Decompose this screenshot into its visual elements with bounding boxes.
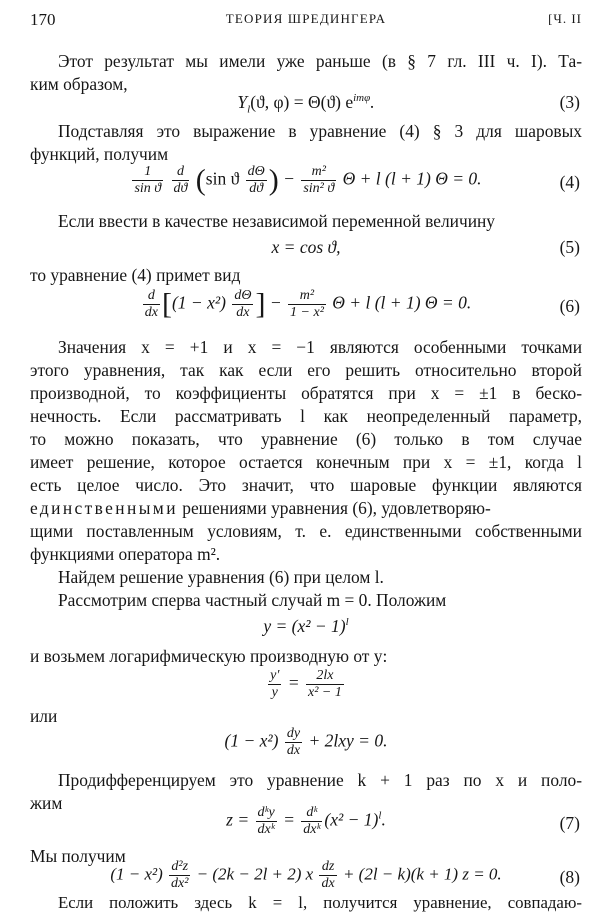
equation-y: $y = (x^2 - 1)^l$ xyxy=(263,616,349,636)
equation-5: x = cos ϑ, (5) xyxy=(271,237,580,257)
text-line: ким образом, xyxy=(30,74,128,94)
text-line: Подставляя это выражение в уравнение (4) § 3 для шаровых xyxy=(58,121,582,141)
text-line: производной, то коэффициенты обратятся при x = ±1 в беско- xyxy=(30,383,582,403)
equation-number: (6) xyxy=(559,296,580,316)
text-line: то уравнение (4) примет вид xyxy=(30,265,241,285)
page-header xyxy=(30,10,582,34)
equation-6: $\frac{d}{dx}$ [(1 − x²) $\frac{d\Theta}{dx}$ ] − $\frac{\text{m²}}{\text{1 − x²}}$ Θ + l (l + 1) Θ = 0. (6) xyxy=(144,287,580,321)
equation-number: (3) xyxy=(559,92,580,112)
text-line: имеет решение, которое остается конечным при x = ±1, когда l xyxy=(30,452,582,472)
equation-number: (8) xyxy=(559,867,580,887)
text-line: этого уравнения, так как если его решить относительно второй xyxy=(30,360,582,380)
equation-number: (4) xyxy=(559,172,580,192)
equation-7: z = $\frac{\text{dᵏy}}{\text{dxᵏ}}$ = $\frac{\text{dᵏ}}{\text{dxᵏ}}$ $(x^2 - 1)^l$. (7) xyxy=(226,805,580,837)
text-line: Мы получим xyxy=(30,846,126,866)
text-line: Найдем решение уравнения (6) при целом l. xyxy=(58,567,384,587)
text-line: Этот результат мы имели уже раньше (в § 7 гл. III ч. I). Та- xyxy=(58,51,582,71)
text-line: Если положить здесь k = l, получится уравнение, совпадаю- xyxy=(58,893,582,912)
running-title: ТЕОРИЯ ШРЕДИНГЕРА xyxy=(225,11,387,26)
equation-or: (1 − x²) $\frac{dy}{dx}$ + 2lxy = 0. xyxy=(224,726,388,758)
spaced-emphasis: единственными xyxy=(30,498,178,518)
text-line: Продифференцируем это уравнение k + 1 раз по x и поло- xyxy=(58,770,582,790)
chapter-label: [Ч. II xyxy=(548,11,582,26)
equation-3: $Y_l(ϑ$, φ) = Θ(ϑ) $e^{im\varphi}$. (3) xyxy=(237,92,580,116)
text-line: жим xyxy=(30,793,63,813)
text-line: нечность. Если рассматривать l как неопределенный параметр, xyxy=(30,406,582,426)
text-line: то можно показать, что уравнение (6) только в том случае xyxy=(30,429,582,449)
text-line: функциями оператора m². xyxy=(30,544,221,564)
equation-4: $\frac{1}{\text{sin ϑ}}$ $\frac{d}{dϑ}$ (sin ϑ $\frac{d\Theta}{dϑ}$ ) − $\frac{\text{m²}}{\text{sin² ϑ}}$ Θ + l (l + 1) Θ = 0. (4) xyxy=(134,163,580,197)
page-number: 170 xyxy=(30,10,56,29)
text-line: единственными решениями уравнения (6), удовлетворяю- xyxy=(30,498,491,518)
equation-8: (1 − x²) $\frac{\text{d²z}}{\text{dx²}}$ − (2k − 2l + 2) x $\frac{dz}{dx}$ + (2l − k)(k + 1) z = 0. (8) xyxy=(110,859,580,891)
text-line: Значения x = +1 и x = −1 являются особенными точками xyxy=(58,337,582,357)
text-line: щими поставленным условиям, т. е. единственными собственными xyxy=(30,521,582,541)
text-line: или xyxy=(30,706,58,726)
equation-log-derivative: $\frac{y'}{y}$ = $\frac{2lx}{\text{x² − 1}}$ xyxy=(270,668,342,700)
text-line: Если ввести в качестве независимой переменной величину xyxy=(58,211,495,231)
equation-number: (7) xyxy=(559,813,580,833)
text-line: есть целое число. Это значит, что шаровые функции являются xyxy=(30,475,582,495)
text-line: и возьмем логарифмическую производную от y: xyxy=(30,646,388,666)
equation-number: (5) xyxy=(559,237,580,257)
text-line: функций, получим xyxy=(30,144,169,164)
text-line: Рассмотрим сперва частный случай m = 0. Положим xyxy=(58,590,447,610)
